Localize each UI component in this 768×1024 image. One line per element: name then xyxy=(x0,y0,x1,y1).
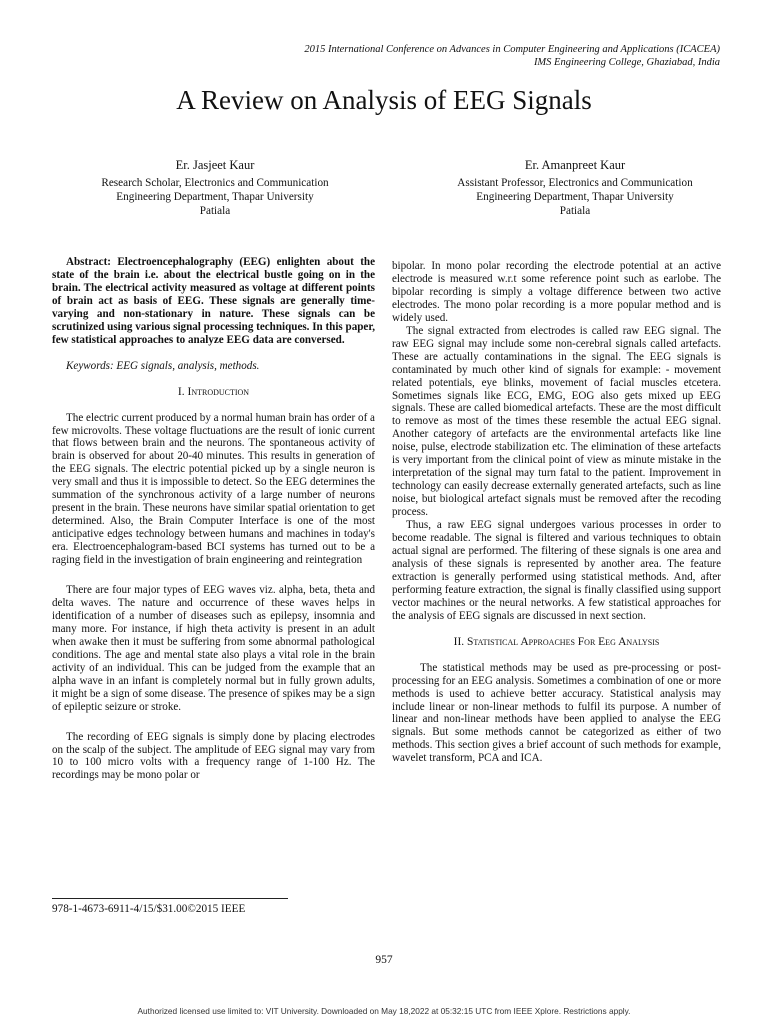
conference-name: 2015 International Conference on Advances in Computer Engineering and Applications (ICACEA) xyxy=(304,44,720,55)
abstract: Abstract: Electroencephalography (EEG) enlighten about the state of the brain i.e. about the electrical bustle going on in the brain. The electrical activity measured as voltage at different points of brain act as basis of EEG. These signals are generally time-varying and non-stationary in nature. These signals can be scrutinized using various signal processing techniques. In this paper, few statistical approaches to analyze EEG data are conversed. xyxy=(52,256,376,346)
page-number: 957 xyxy=(375,954,393,966)
author-affiliation: Assistant Professor, Electronics and Communication xyxy=(457,177,693,189)
author-name: Er. Amanpreet Kaur xyxy=(524,158,626,172)
paragraph: The recording of EEG signals is simply done by placing electrodes on the scalp of the subject. The amplitude of EEG signal may vary from 10 to 100 micro volts with a frequency range of 1-100 Hz. The recordings may be mono polar or xyxy=(52,730,375,782)
footnote-divider xyxy=(52,898,288,899)
paper-title: A Review on Analysis of EEG Signals xyxy=(176,85,592,115)
paragraph: There are four major types of EEG waves viz. alpha, beta, theta and delta waves. The nature and occurrence of these waves helps in identification of a number of diseases such as epilepsy, insomnia and many more. For instance, if high theta activity is present in an adult when awake then it must be suffering from some abnormal pathological conditions. The age and mental state also plays a vital role in the brain activity of an individual. This can be judged from the example that an alpha wave in an infant is completely normal but in fully grown adults, it might be a sign of some disease. The presence of spikes may be a sign of epileptic seizure or stroke. xyxy=(52,584,375,713)
right-column xyxy=(392,260,721,765)
section-heading-introduction: I. Introduction xyxy=(177,385,250,398)
author-affiliation: Patiala xyxy=(199,205,231,217)
paragraph: The electric current produced by a normal human brain has order of a few microvolts. These voltage fluctuations are the result of ionic current that flows between brain and the neurons. The spontaneous activity of brain is observed for about 20-40 minutes. This results in generation of the EEG signals. The electric potential picked up by a single neuron is very small and thus it is impossible to detect. So the EEG determines the summation of the synchronous activity of a large number of neurons present in the brain. These neurons have similar spatial orientation to get determined. Also, the Brain Computer Interface is one of the most anticipative edges technology between humans and machines in today's era. Electroencephalogram-based BCI systems has turned out to be a raging field in the investigation of brain engineering and reintegration xyxy=(52,411,375,567)
license-notice: Authorized licensed use limited to: VIT University. Downloaded on May 18,2022 at 05:32:15 UTC from IEEE Xplore. Restrictions apply. xyxy=(137,1006,631,1016)
left-column xyxy=(52,256,375,782)
author-name: Er. Jasjeet Kaur xyxy=(175,158,255,172)
author-affiliation: Engineering Department, Thapar University xyxy=(116,191,314,203)
author-affiliation: Research Scholar, Electronics and Communication xyxy=(101,177,329,189)
author-affiliation: Patiala xyxy=(559,205,591,217)
conference-venue: IMS Engineering College, Ghaziabad, India xyxy=(533,57,720,68)
author-affiliation: Engineering Department, Thapar University xyxy=(476,191,674,203)
paragraph: The signal extracted from electrodes is called raw EEG signal. The raw EEG signal may include some non-cerebral signals called artefacts. These are actually contaminations in the signal. The EEG signals is contaminated by much other kind of signals for example: - movement related potentials, eye blinks, movement of facial muscles etcetera. Sometimes signals like ECG, EMG, EOG also gets mixed up EEG signals. These are called biomedical artefacts. These are the most difficult to remove as most of the times these resemble the actual EEG signal. Another category of artefacts are the environmental artefacts like line noise, pulse, electrode stabilization etc. The elimination of these artefacts is very important from the clinical point of view as minute mistake in the interpretation of the signal may turn fatal to the patient. Improvement in technology can easily decrease externally generated artefacts, such as line noise, but biological artefact signals must be removed after the recoding process. xyxy=(392,324,721,519)
keywords: Keywords: EEG signals, analysis, methods. xyxy=(66,359,260,372)
conference-header xyxy=(304,43,720,69)
paragraph: bipolar. In mono polar recording the electrode potential at an active electrode is measured w.r.t some reference point such as earlobe. The bipolar recording is simply a voltage difference between two active electrodes. The mono polar recording is a more popular method and is widely used. xyxy=(392,260,721,324)
paragraph: Thus, a raw EEG signal undergoes various processes in order to become readable. The signal is filtered and various techniques to obtain actual signal are performed. The filtering of these signals is one area and analysis of these signals is represented by another area. The feature extraction is generally performed using statistical methods. And, after performing feature extraction, the signal is finally classified using support vector machines or the neural networks. A few statistical approaches for the analysis of EEG signals are discussed in next section. xyxy=(392,519,721,622)
paragraph: The statistical methods may be used as pre-processing or post-processing for an EEG analysis. Sometimes a combination of one or more methods is used to achieve better accuracy. Statistical analysis may include linear or non-linear methods to fulfil its purpose. A number of linear and non-linear methods have been applied to analyse the EEG signals. But some methods cannot be categorized as either of two methods. This section gives a brief account of such methods for example, wavelet transform, PCA and ICA. xyxy=(392,661,721,765)
isbn-footer: 978-1-4673-6911-4/15/$31.00©2015 IEEE xyxy=(52,903,246,915)
section-heading-statistical-approaches: II. Statistical Approaches For Eeg Analysis xyxy=(453,635,660,648)
author-block-2 xyxy=(420,156,730,218)
author-block-1 xyxy=(60,156,370,218)
